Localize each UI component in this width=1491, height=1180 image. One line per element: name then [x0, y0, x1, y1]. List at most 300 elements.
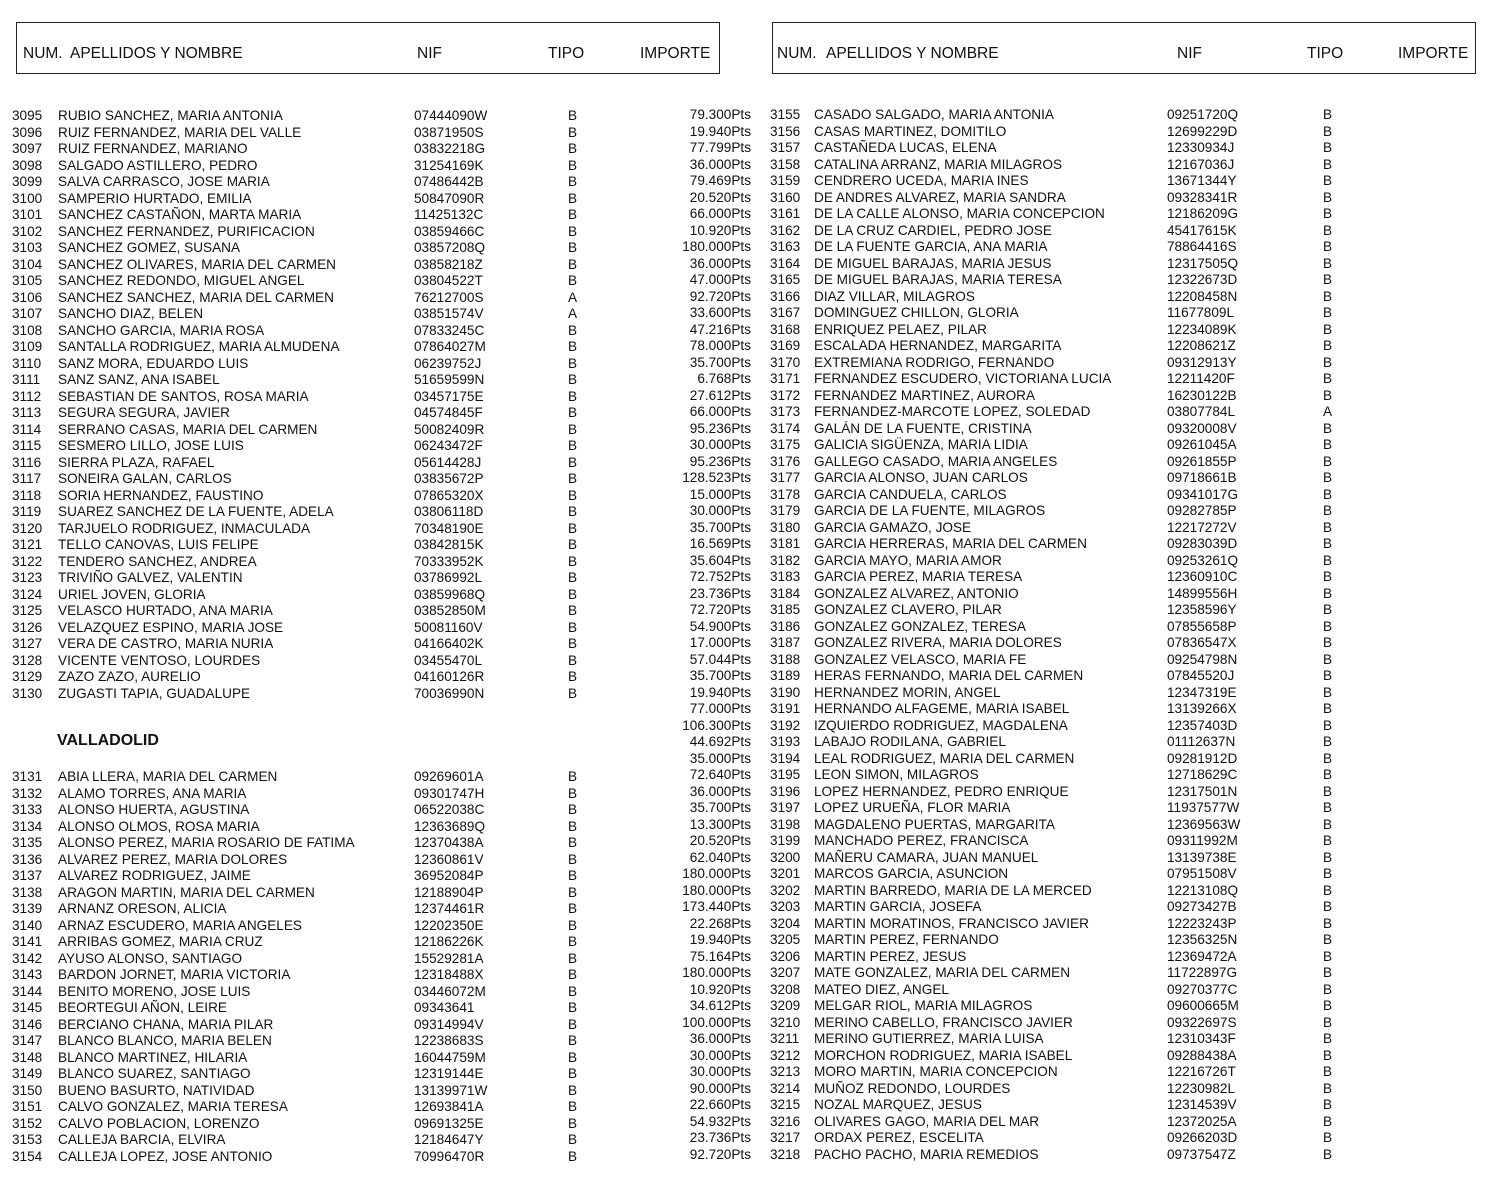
cell-tipo: B — [1323, 998, 1333, 1013]
cell-name: BENITO MORENO, JOSE LUIS — [58, 983, 251, 999]
cell-tipo: B — [568, 669, 578, 684]
cell-num: 3167 — [770, 305, 801, 320]
cell-name: FERNANDEZ ESCUDERO, VICTORIANA LUCIA — [814, 371, 1112, 386]
cell-nif: 01112637N — [1167, 734, 1236, 749]
cell-importe: 72.720Pts — [689, 602, 751, 617]
cell-tipo: B — [1323, 701, 1333, 716]
cell-tipo: B — [568, 1115, 578, 1131]
cell-num: 3164 — [770, 255, 801, 271]
cell-num: 3137 — [12, 868, 43, 883]
cell-nif: 03871950S — [414, 124, 484, 140]
cell-num: 3126 — [12, 619, 43, 635]
cell-importe: 22.268Pts — [689, 915, 751, 931]
cell-tipo: B — [568, 586, 578, 602]
cell-tipo: B — [568, 785, 578, 801]
cell-num: 3111 — [12, 372, 41, 387]
cell-name: GONZALEZ GONZALEZ, TERESA — [814, 618, 1027, 634]
cell-tipo: B — [1323, 1014, 1333, 1030]
cell-name: MARTIN PEREZ, JESUS — [814, 948, 967, 964]
cell-nif: 70348190E — [414, 520, 484, 536]
cell-tipo: A — [568, 306, 578, 321]
cell-num: 3194 — [770, 750, 801, 766]
cell-name: SEBASTIAN DE SANTOS, ROSA MARIA — [58, 388, 309, 404]
cell-tipo: B — [568, 471, 578, 486]
cell-tipo: B — [568, 769, 578, 784]
cell-tipo: B — [568, 223, 578, 239]
cell-name: TRIVIÑO GALVEZ, VALENTIN — [58, 570, 243, 585]
cell-tipo: B — [568, 405, 578, 420]
cell-name: AYUSO ALONSO, SANTIAGO — [58, 950, 243, 966]
cell-num: 3188 — [770, 651, 801, 667]
cell-num: 3173 — [770, 404, 801, 419]
cell-name: ARNANZ ORESON, ALICIA — [58, 901, 227, 916]
cell-num: 3138 — [12, 884, 43, 900]
cell-importe: 23.736Pts — [689, 1130, 751, 1145]
cell-importe: 36.000Pts — [689, 255, 751, 271]
cell-nif: 06243472F — [414, 438, 483, 453]
cell-num: 3161 — [770, 206, 801, 221]
cell-tipo: B — [568, 884, 578, 900]
cell-nif: 12317505Q — [1167, 255, 1239, 271]
cell-num: 3148 — [12, 1049, 43, 1065]
cell-nif: 76212700S — [414, 289, 484, 305]
cell-name: CATALINA ARRANZ, MARIA MILAGROS — [814, 156, 1063, 172]
cell-nif: 12330934J — [1167, 140, 1235, 155]
cell-num: 3217 — [770, 1130, 801, 1145]
cell-importe: 20.520Pts — [689, 189, 751, 205]
cell-name: SALVA CARRASCO, JOSE MARIA — [58, 174, 270, 189]
cell-num: 3186 — [770, 618, 801, 634]
cell-name: DIAZ VILLAR, MILAGROS — [814, 288, 975, 304]
cell-num: 3108 — [12, 322, 43, 338]
cell-importe: 180.000Pts — [682, 965, 751, 980]
cell-name: HERNANDEZ MORIN, ANGEL — [814, 684, 1001, 700]
cell-nif: 03858218Z — [414, 256, 483, 272]
cell-tipo: B — [1323, 965, 1333, 980]
cell-name: MUÑOZ REDONDO, LOURDES — [814, 1080, 1011, 1096]
cell-num: 3140 — [12, 917, 43, 933]
cell-name: MARTIN BARREDO, MARIA DE LA MERCED — [814, 882, 1092, 898]
cell-nif: 70996470R — [414, 1148, 485, 1164]
cell-nif: 13139738E — [1167, 849, 1237, 865]
cell-num: 3212 — [770, 1047, 801, 1063]
cell-nif: 03806118D — [414, 504, 484, 519]
cell-tipo: B — [1323, 899, 1333, 914]
cell-nif: 12186226K — [414, 934, 484, 949]
cell-num: 3187 — [770, 635, 801, 650]
cell-num: 3116 — [12, 454, 42, 470]
cell-num: 3125 — [12, 603, 43, 618]
cell-num: 3170 — [770, 354, 801, 370]
cell-name: SIERRA PLAZA, RAFAEL — [58, 454, 215, 470]
cell-nif: 09691325E — [414, 1115, 484, 1131]
cell-nif: 07864027M — [414, 339, 486, 354]
cell-name: SANCHEZ REDONDO, MIGUEL ANGEL — [58, 273, 305, 288]
cell-num: 3105 — [12, 273, 43, 288]
cell-nif: 07951508V — [1167, 866, 1237, 881]
cell-tipo: B — [568, 108, 578, 123]
cell-num: 3208 — [770, 981, 801, 997]
cell-importe: 54.900Pts — [689, 618, 751, 634]
cell-importe: 10.920Pts — [689, 222, 751, 238]
cell-importe: 19.940Pts — [689, 123, 751, 139]
cell-nif: 12184647Y — [414, 1132, 484, 1147]
cell-name: SUAREZ SANCHEZ DE LA FUENTE, ADELA — [58, 504, 334, 519]
cell-num: 3206 — [770, 948, 801, 964]
cell-name: BLANCO SUAREZ, SANTIAGO — [58, 1066, 251, 1081]
cell-tipo: B — [568, 141, 578, 156]
cell-tipo: B — [568, 207, 578, 222]
cell-num: 3122 — [12, 553, 43, 569]
cell-tipo: B — [1323, 156, 1333, 172]
cell-num: 3157 — [770, 140, 801, 155]
cell-name: CASTAÑEDA LUCAS, ELENA — [814, 140, 997, 155]
cell-name: GALÁN DE LA FUENTE, CRISTINA — [814, 420, 1032, 436]
cell-num: 3166 — [770, 288, 801, 304]
cell-nif: 09314994V — [414, 1016, 484, 1032]
cell-num: 3145 — [12, 1000, 43, 1015]
cell-nif: 13139971W — [414, 1082, 488, 1098]
cell-nif: 70333952K — [414, 553, 484, 569]
cell-importe: 35.700Pts — [689, 354, 751, 370]
cell-tipo: B — [1323, 1146, 1333, 1162]
cell-num: 3120 — [12, 520, 43, 536]
cell-importe: 35.700Pts — [689, 668, 751, 683]
cell-tipo: B — [1323, 536, 1333, 551]
cell-name: OLIVARES GAGO, MARIA DEL MAR — [814, 1113, 1040, 1129]
cell-nif: 09737547Z — [1167, 1146, 1236, 1162]
cell-name: SANTALLA RODRIGUEZ, MARIA ALMUDENA — [58, 339, 340, 354]
cell-tipo: B — [568, 934, 578, 949]
cell-tipo: B — [1323, 552, 1333, 568]
cell-tipo: B — [1323, 833, 1333, 848]
cell-tipo: A — [1323, 404, 1333, 419]
cell-num: 3121 — [12, 537, 43, 552]
cell-tipo: B — [1323, 800, 1333, 815]
cell-nif: 12186209G — [1167, 206, 1239, 221]
cell-nif: 12314539V — [1167, 1097, 1237, 1112]
cell-nif: 12693841A — [414, 1099, 484, 1114]
header-nif: NIF — [417, 45, 442, 62]
cell-name: ESCALADA HERNANDEZ, MARGARITA — [814, 338, 1062, 353]
cell-num: 3201 — [770, 866, 801, 881]
right-table-header — [772, 22, 1476, 74]
cell-num: 3213 — [770, 1064, 801, 1079]
cell-importe: 128.523Pts — [682, 470, 751, 485]
cell-tipo: B — [1323, 173, 1333, 188]
cell-importe: 95.236Pts — [689, 453, 751, 469]
cell-tipo: B — [1323, 1064, 1333, 1079]
cell-nif: 31254169K — [414, 157, 484, 173]
cell-num: 3146 — [12, 1016, 43, 1032]
cell-num: 3100 — [12, 190, 43, 206]
cell-tipo: B — [568, 818, 578, 834]
cell-tipo: B — [1323, 684, 1333, 700]
cell-importe: 77.000Pts — [689, 701, 751, 716]
cell-name: ORDAX PEREZ, ESCELITA — [814, 1130, 984, 1145]
cell-num: 3171 — [770, 371, 801, 386]
cell-nif: 03857208Q — [414, 240, 486, 255]
cell-tipo: B — [1323, 783, 1333, 799]
cell-importe: 77.799Pts — [689, 140, 751, 155]
cell-nif: 12347319E — [1167, 684, 1237, 700]
cell-name: BEORTEGUI AÑON, LEIRE — [58, 1000, 227, 1015]
cell-nif: 12372025A — [1167, 1113, 1237, 1129]
cell-tipo: B — [1323, 816, 1333, 832]
cell-tipo: B — [1323, 519, 1333, 535]
cell-nif: 09251720Q — [1167, 107, 1239, 122]
cell-tipo: B — [568, 851, 578, 867]
cell-tipo: B — [568, 388, 578, 404]
cell-name: VELAZQUEZ ESPINO, MARIA JOSE — [58, 619, 284, 635]
cell-tipo: B — [1323, 767, 1333, 782]
cell-tipo: B — [1323, 948, 1333, 964]
cell-num: 3160 — [770, 189, 801, 205]
cell-name: ENRIQUEZ PELAEZ, PILAR — [814, 321, 987, 337]
cell-name: FERNANDEZ-MARCOTE LOPEZ, SOLEDAD — [814, 404, 1091, 419]
cell-name: RUIZ FERNANDEZ, MARIA DEL VALLE — [58, 124, 302, 140]
cell-nif: 09254798N — [1167, 651, 1238, 667]
cell-num: 3162 — [770, 222, 801, 238]
cell-tipo: B — [568, 685, 578, 701]
cell-importe: 13.300Pts — [689, 816, 751, 832]
cell-num: 3112 — [12, 388, 42, 404]
cell-num: 3123 — [12, 570, 43, 585]
cell-nif: 12718629C — [1167, 767, 1238, 782]
cell-tipo: B — [1323, 1113, 1333, 1129]
cell-nif: 16044759M — [414, 1049, 486, 1065]
cell-name: GARCIA HERRERAS, MARIA DEL CARMEN — [814, 536, 1087, 551]
cell-name: MAGDALENO PUERTAS, MARGARITA — [814, 816, 1055, 832]
header-nif: NIF — [1177, 45, 1202, 62]
cell-name: SANZ MORA, EDUARDO LUIS — [58, 355, 249, 371]
cell-name: MARTIN GARCIA, JOSEFA — [814, 899, 982, 914]
cell-num: 3191 — [770, 701, 801, 716]
cell-num: 3182 — [770, 552, 801, 568]
cell-importe: 47.216Pts — [689, 321, 751, 337]
cell-importe: 100.000Pts — [682, 1014, 751, 1030]
cell-nif: 45417615K — [1167, 222, 1237, 238]
cell-tipo: B — [568, 917, 578, 933]
cell-name: GARCIA CANDUELA, CARLOS — [814, 486, 1007, 502]
cell-tipo: B — [1323, 1130, 1333, 1145]
cell-num: 3209 — [770, 998, 801, 1013]
cell-nif: 09282785P — [1167, 503, 1237, 518]
cell-num: 3151 — [12, 1099, 43, 1114]
header-num: NUM. — [777, 45, 817, 62]
cell-name: SAMPERIO HURTADO, EMILIA — [58, 190, 252, 206]
cell-importe: 79.469Pts — [689, 173, 751, 188]
cell-tipo: B — [568, 1066, 578, 1081]
cell-num: 3110 — [12, 355, 42, 371]
cell-name: MERINO GUTIERREZ, MARIA LUISA — [814, 1031, 1044, 1046]
cell-importe: 57.044Pts — [689, 651, 751, 667]
cell-name: BARDON JORNET, MARIA VICTORIA — [58, 967, 291, 982]
cell-nif: 09718661B — [1167, 470, 1237, 485]
cell-nif: 12211420F — [1167, 371, 1235, 386]
cell-num: 3176 — [770, 453, 801, 469]
cell-name: URIEL JOVEN, GLORIA — [58, 586, 206, 602]
cell-tipo: B — [568, 1049, 578, 1065]
cell-nif: 12208621Z — [1167, 338, 1236, 353]
cell-num: 3118 — [12, 487, 42, 503]
cell-tipo: B — [568, 619, 578, 635]
cell-name: LOPEZ URUEÑA, FLOR MARIA — [814, 800, 1011, 815]
cell-importe: 44.692Pts — [689, 734, 751, 749]
cell-nif: 07855658P — [1167, 618, 1237, 634]
cell-tipo: B — [568, 240, 578, 255]
cell-name: SANCHEZ SANCHEZ, MARIA DEL CARMEN — [58, 289, 334, 305]
cell-num: 3177 — [770, 470, 801, 485]
cell-num: 3184 — [770, 585, 801, 601]
cell-num: 3102 — [12, 223, 43, 239]
cell-importe: 106.300Pts — [682, 717, 751, 733]
cell-tipo: B — [1323, 107, 1333, 122]
cell-name: MELGAR RIOL, MARIA MILAGROS — [814, 998, 1033, 1013]
cell-tipo: B — [1323, 371, 1333, 386]
cell-name: BUENO BASURTO, NATIVIDAD — [58, 1082, 255, 1098]
cell-nif: 03832218G — [414, 141, 486, 156]
cell-tipo: B — [568, 454, 578, 470]
cell-nif: 03457175E — [414, 388, 484, 404]
cell-tipo: B — [1323, 1031, 1333, 1046]
cell-nif: 09288438A — [1167, 1047, 1237, 1063]
cell-tipo: B — [1323, 915, 1333, 931]
cell-tipo: B — [568, 1082, 578, 1098]
cell-tipo: B — [568, 372, 578, 387]
cell-importe: 34.612Pts — [689, 998, 751, 1013]
cell-nif: 50081160V — [414, 619, 483, 635]
cell-nif: 12310343F — [1167, 1031, 1236, 1046]
cell-num: 3117 — [12, 471, 42, 486]
cell-importe: 92.720Pts — [689, 288, 751, 304]
cell-tipo: B — [568, 636, 578, 651]
cell-name: LOPEZ HERNANDEZ, PEDRO ENRIQUE — [814, 783, 1069, 799]
cell-tipo: B — [568, 901, 578, 916]
cell-tipo: B — [1323, 651, 1333, 667]
cell-num: 3154 — [12, 1148, 43, 1164]
cell-tipo: B — [1323, 503, 1333, 518]
header-importe: IMPORTE — [1398, 45, 1469, 62]
cell-nif: 03835672P — [414, 471, 484, 486]
cell-importe: 19.940Pts — [689, 932, 751, 947]
cell-name: SANCHEZ GOMEZ, SUSANA — [58, 240, 241, 255]
cell-name: SALGADO ASTILLERO, PEDRO — [58, 157, 258, 173]
cell-tipo: B — [1323, 354, 1333, 370]
cell-tipo: B — [568, 1033, 578, 1048]
cell-name: SANCHO DIAZ, BELEN — [58, 306, 204, 321]
cell-tipo: B — [568, 174, 578, 189]
cell-name: LEON SIMON, MILAGROS — [814, 767, 979, 782]
cell-tipo: B — [568, 802, 578, 817]
cell-nif: 13139266X — [1167, 701, 1237, 716]
cell-nif: 12369472A — [1167, 948, 1237, 964]
cell-name: MERINO CABELLO, FRANCISCO JAVIER — [814, 1014, 1073, 1030]
cell-num: 3127 — [12, 636, 43, 651]
cell-tipo: B — [568, 124, 578, 140]
cell-name: ALAMO TORRES, ANA MARIA — [58, 785, 247, 801]
cell-importe: 79.300Pts — [689, 107, 751, 122]
cell-nif: 09328341R — [1167, 189, 1238, 205]
cell-num: 3210 — [770, 1014, 801, 1030]
cell-nif: 70036990N — [414, 685, 485, 701]
cell-nif: 09301747H — [414, 785, 485, 801]
cell-nif: 12318488X — [414, 967, 484, 982]
cell-num: 3159 — [770, 173, 801, 188]
cell-num: 3099 — [12, 174, 43, 189]
cell-tipo: B — [1323, 932, 1333, 947]
cell-tipo: B — [568, 157, 578, 173]
cell-name: DE MIGUEL BARAJAS, MARIA TERESA — [814, 272, 1062, 287]
cell-nif: 12223243P — [1167, 915, 1237, 931]
cell-num: 3183 — [770, 569, 801, 584]
cell-nif: 78864416S — [1167, 239, 1237, 254]
cell-importe: 47.000Pts — [689, 272, 751, 287]
cell-importe: 36.000Pts — [689, 783, 751, 799]
cell-num: 3158 — [770, 156, 801, 172]
cell-name: FERNANDEZ MARTINEZ, AURORA — [814, 387, 1036, 403]
cell-importe: 19.940Pts — [689, 684, 751, 700]
cell-tipo: B — [568, 1132, 578, 1147]
cell-importe: 35.700Pts — [689, 519, 751, 535]
cell-name: CASADO SALGADO, MARIA ANTONIA — [814, 107, 1054, 122]
cell-num: 3136 — [12, 851, 43, 867]
cell-num: 3129 — [12, 669, 43, 684]
cell-name: TARJUELO RODRIGUEZ, INMACULADA — [58, 520, 311, 536]
cell-importe: 92.720Pts — [689, 1146, 751, 1162]
cell-importe: 36.000Pts — [689, 156, 751, 172]
cell-nif: 12360861V — [414, 851, 484, 867]
cell-nif: 12358596Y — [1167, 602, 1237, 617]
cell-name: ALONSO PEREZ, MARIA ROSARIO DE FATIMA — [58, 835, 355, 850]
cell-tipo: B — [568, 487, 578, 503]
cell-num: 3199 — [770, 833, 801, 848]
cell-name: SONEIRA GALAN, CARLOS — [58, 471, 232, 486]
cell-name: ALVAREZ PEREZ, MARIA DOLORES — [58, 851, 288, 867]
cell-name: MARTIN MORATINOS, FRANCISCO JAVIER — [814, 915, 1089, 931]
cell-nif: 07845520J — [1167, 668, 1235, 683]
cell-importe: 72.752Pts — [689, 569, 751, 584]
cell-num: 3203 — [770, 899, 801, 914]
cell-tipo: B — [568, 553, 578, 569]
cell-name: CALLEJA BARCIA, ELVIRA — [58, 1132, 226, 1147]
cell-num: 3193 — [770, 734, 801, 749]
cell-name: HERAS FERNANDO, MARIA DEL CARMEN — [814, 668, 1084, 683]
cell-num: 3163 — [770, 239, 801, 254]
cell-nif: 11425132C — [414, 207, 484, 222]
cell-name: SANCHO GARCIA, MARIA ROSA — [58, 322, 265, 338]
cell-importe: 180.000Pts — [682, 239, 751, 254]
cell-name: GONZALEZ RIVERA, MARIA DOLORES — [814, 635, 1062, 650]
cell-tipo: B — [568, 1000, 578, 1015]
cell-num: 3204 — [770, 915, 801, 931]
cell-nif: 36952084P — [414, 868, 484, 883]
cell-num: 3144 — [12, 983, 43, 999]
cell-tipo: B — [1323, 750, 1333, 766]
cell-name: EXTREMIANA RODRIGO, FERNANDO — [814, 354, 1055, 370]
cell-tipo: B — [568, 1099, 578, 1114]
cell-nif: 13671344Y — [1167, 173, 1237, 188]
cell-num: 3189 — [770, 668, 801, 683]
cell-nif: 03852850M — [414, 603, 486, 618]
cell-nif: 09270377C — [1167, 981, 1238, 997]
cell-num: 3135 — [12, 835, 43, 850]
cell-tipo: B — [1323, 206, 1333, 221]
cell-tipo: B — [1323, 1080, 1333, 1096]
cell-tipo: B — [1323, 437, 1333, 452]
cell-name: CASAS MARTINEZ, DOMITILO — [814, 123, 1007, 139]
cell-tipo: B — [1323, 239, 1333, 254]
